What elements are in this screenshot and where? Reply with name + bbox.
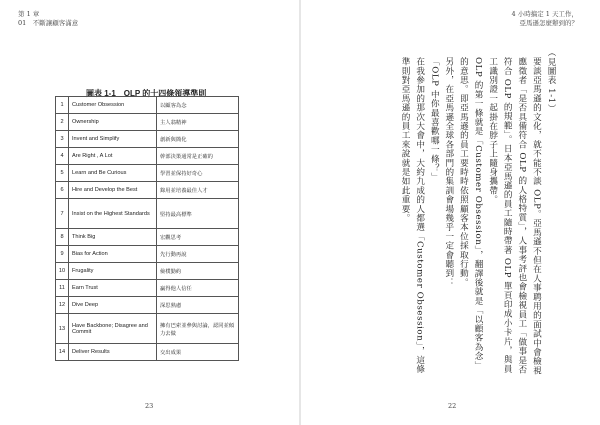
principle-chinese: 幹部決策通常是正確的 [157, 148, 239, 165]
table-row [56, 131, 239, 148]
principle-chinese: 深思熟慮 [157, 297, 239, 314]
table-row [56, 148, 239, 165]
principle-english: Deliver Results [69, 344, 157, 361]
principle-english: Dive Deep [69, 297, 157, 314]
principle-chinese: 擁有巴索並參與討論，認同並傾力去做 [157, 314, 239, 344]
principle-chinese: 創新與簡化 [157, 131, 239, 148]
principle-chinese: 以顧客為念 [157, 97, 239, 114]
table-row [56, 280, 239, 297]
row-number: 13 [56, 314, 69, 344]
principle-english: Bias for Action [69, 246, 157, 263]
principle-english: Think Big [69, 229, 157, 246]
book-title-line-2: 亞馬遜怎麼辦到的？ [519, 19, 578, 27]
right-page [300, 0, 600, 425]
row-number: 12 [56, 297, 69, 314]
row-number: 8 [56, 229, 69, 246]
table-row [56, 297, 239, 314]
principle-chinese: 錄用並培養最佳人才 [157, 182, 239, 199]
principle-chinese: 堅持最高標準 [157, 199, 239, 229]
principle-chinese: 儉樸勤約 [157, 263, 239, 280]
row-number: 3 [56, 131, 69, 148]
row-number: 11 [56, 280, 69, 297]
table-row [56, 199, 239, 229]
row-number: 4 [56, 148, 69, 165]
table-title: 圖表 1-1 OLP 的十四條領導準則 [86, 89, 207, 98]
left-running-header [18, 10, 78, 28]
row-number: 7 [56, 199, 69, 229]
principle-chinese: 交出成果 [157, 344, 239, 361]
olp-table [55, 96, 239, 361]
row-number: 5 [56, 165, 69, 182]
principle-english: Hire and Develop the Best [69, 182, 157, 199]
table-row [56, 229, 239, 246]
table-row [56, 97, 239, 114]
principle-chinese: 主人翁精神 [157, 114, 239, 131]
table-row [56, 114, 239, 131]
row-number: 2 [56, 114, 69, 131]
principle-chinese: 學習並保持好奇心 [157, 165, 239, 182]
principle-english: Customer Obsession [69, 97, 157, 114]
row-number: 1 [56, 97, 69, 114]
chapter-label: 第 1 章 [18, 10, 40, 18]
row-number: 14 [56, 344, 69, 361]
table-row [56, 246, 239, 263]
row-number: 10 [56, 263, 69, 280]
principle-english: Earn Trust [69, 280, 157, 297]
paragraph-olp-intro: 要談亞馬遜的文化，就不能不談 OLP。亞馬遜不但在人事聘用的面試中會檢視應徵者「是否具備符合 OLP 的人格特質」，人事考評也會檢視員工「做事是否符合 OLP 的規範」。日本亞馬遜的員工隨時帶著 OLP 單頁印成小卡片，與員工識別證一起掛在脖子上隨身攜帶。 [487, 57, 542, 376]
table-row [56, 263, 239, 280]
right-running-header [512, 10, 578, 28]
principle-chinese: 贏得他人信任 [157, 280, 239, 297]
right-page-number: 22 [448, 402, 457, 410]
principle-english: Are Right , A Lot [69, 148, 157, 165]
paragraph-conclusion: 在我參加的那次大會中，大約九成的人都選「Customer Obsession」，這條準則對亞馬遜的員工來說就是如此重要。 [400, 57, 425, 374]
table-row [56, 344, 239, 361]
principle-english: Insist on the Highest Standards [69, 199, 157, 229]
principle-english: Invent and Simplify [69, 131, 157, 148]
section-label: 01 不斷讓顧客滿意 [18, 19, 79, 27]
book-title-line-1: 4 小時搞定 1 天工作， [511, 10, 578, 18]
paragraph-training: 另外，在亞馬遜全球各部門的集訓會場幾乎一定會聽到： [443, 57, 454, 287]
paragraph-customer-obsession: OLP 的第一條就是「Customer Obsession」，翻譯後就是「以顧客為念」的意思。即亞馬遜的員工要時時依照顧客本位採取行動。 [458, 57, 484, 370]
principle-english: Ownership [69, 114, 157, 131]
principle-english: Have Backbone; Disagree and Commit [69, 314, 157, 344]
principle-english: Learn and Be Curious [69, 165, 157, 182]
principle-english: Frugality [69, 263, 157, 280]
paragraph-figure-ref: （見圖表 1-1） [546, 48, 556, 113]
row-number: 6 [56, 182, 69, 199]
table-row [56, 314, 239, 344]
principle-chinese: 宏觀思考 [157, 229, 239, 246]
table-row [56, 182, 239, 199]
row-number: 9 [56, 246, 69, 263]
table-row [56, 165, 239, 182]
principle-chinese: 先行動再說 [157, 246, 239, 263]
paragraph-question: 「OLP 中你最喜歡哪一條？」 [429, 57, 440, 182]
left-page-number: 23 [145, 402, 154, 410]
body-text [350, 48, 558, 378]
